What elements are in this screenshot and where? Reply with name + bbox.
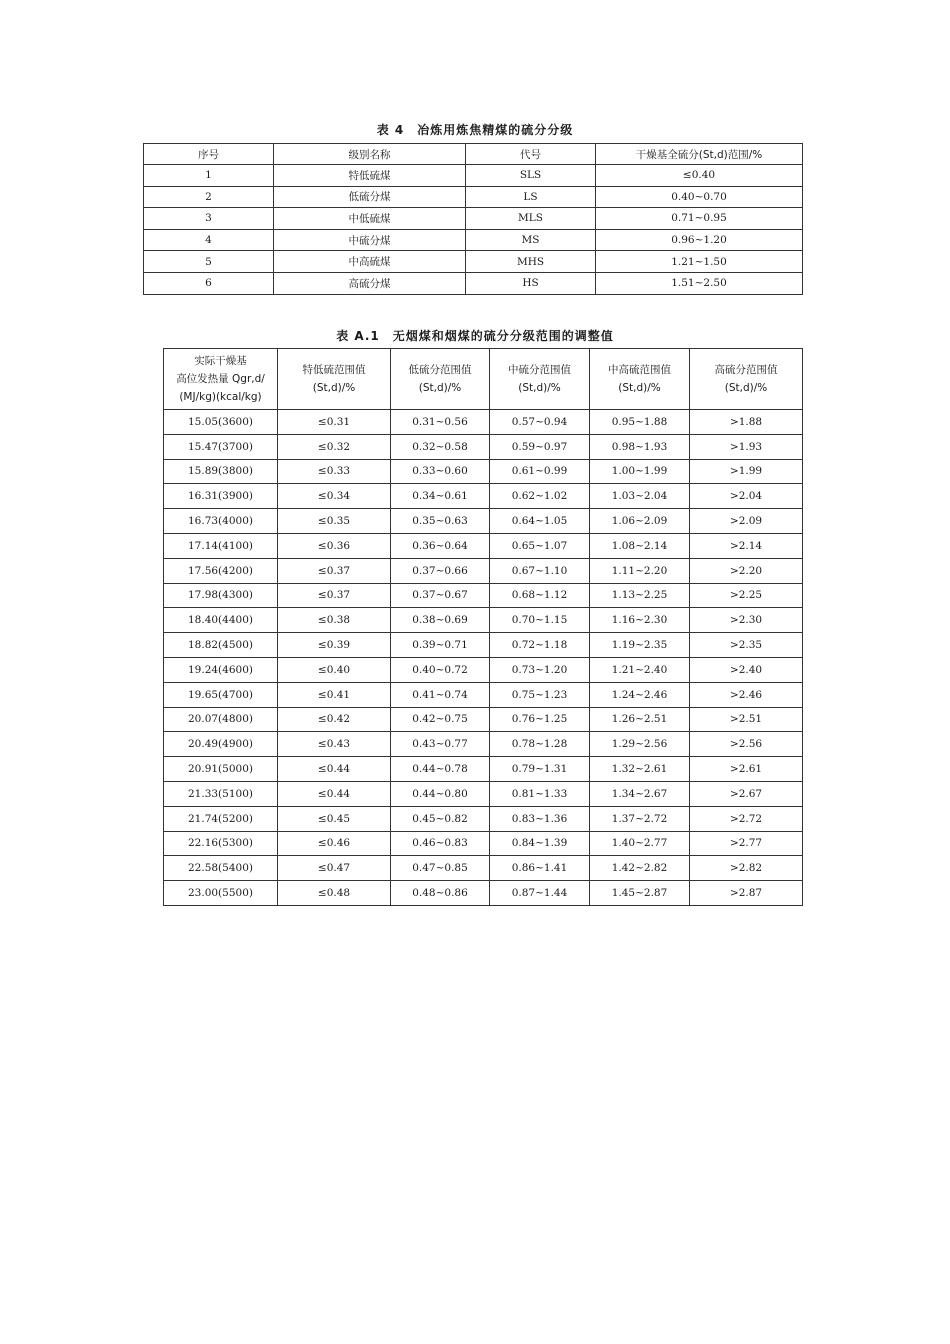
table-cell: 0.73~1.20 — [490, 657, 590, 682]
table-row — [164, 583, 803, 608]
table-cell: 0.44~0.80 — [391, 781, 490, 806]
table-cell: >2.09 — [690, 509, 803, 534]
table-cell: ≤0.37 — [278, 583, 391, 608]
table-cell: 16.73(4000) — [164, 509, 278, 534]
table-cell: 1.06~2.09 — [590, 509, 690, 534]
table-cell: ≤0.44 — [278, 781, 391, 806]
table-cell: >1.88 — [690, 410, 803, 435]
table-cell: 20.49(4900) — [164, 732, 278, 757]
table-cell: ≤0.34 — [278, 484, 391, 509]
table4-caption: 表 4 冶炼用炼焦精煤的硫分分级 — [376, 123, 574, 137]
table-cell: ≤0.36 — [278, 533, 391, 558]
table-cell: 20.91(5000) — [164, 757, 278, 782]
table-cell: 0.44~0.78 — [391, 757, 490, 782]
table-cell: 0.48~0.86 — [391, 881, 490, 906]
column-header-line: 高位发热量 Qgr,d/ — [176, 373, 265, 385]
table-cell: 19.65(4700) — [164, 682, 278, 707]
table-cell: >2.25 — [690, 583, 803, 608]
column-header: 干燥基全硫分(St,d)范围/% — [596, 144, 803, 165]
table-cell: 0.61~0.99 — [490, 459, 590, 484]
table-cell: 17.14(4100) — [164, 533, 278, 558]
table-cell: 1.08~2.14 — [590, 533, 690, 558]
table-cell: >2.35 — [690, 633, 803, 658]
table-cell: 1.24~2.46 — [590, 682, 690, 707]
table-cell: 22.16(5300) — [164, 831, 278, 856]
table-cell: 0.40~0.72 — [391, 657, 490, 682]
table-cell: 0.98~1.93 — [590, 434, 690, 459]
table-cell: 17.98(4300) — [164, 583, 278, 608]
table-cell: 0.47~0.85 — [391, 856, 490, 881]
table-cell: 1.00~1.99 — [590, 459, 690, 484]
table-row — [164, 410, 803, 435]
table-cell: 1.34~2.67 — [590, 781, 690, 806]
table-cell: 0.96~1.20 — [596, 229, 803, 251]
table-cell: 0.62~1.02 — [490, 484, 590, 509]
table-row — [144, 229, 803, 251]
table-cell: 0.64~1.05 — [490, 509, 590, 534]
table-cell: 1.26~2.51 — [590, 707, 690, 732]
column-header — [590, 349, 690, 410]
column-header-line: (St,d)/% — [618, 382, 661, 394]
table-cell: 0.59~0.97 — [490, 434, 590, 459]
table-cell: 1.32~2.61 — [590, 757, 690, 782]
table-cell: 特低硫煤 — [274, 165, 466, 187]
table-cell: 17.56(4200) — [164, 558, 278, 583]
table-cell: >2.30 — [690, 608, 803, 633]
table-cell: 1.29~2.56 — [590, 732, 690, 757]
table-row — [164, 509, 803, 534]
table-cell: >1.99 — [690, 459, 803, 484]
table-cell: 15.89(3800) — [164, 459, 278, 484]
table-cell: 23.00(5500) — [164, 881, 278, 906]
table-cell: 1.21~2.40 — [590, 657, 690, 682]
table-cell: 0.81~1.33 — [490, 781, 590, 806]
table-cell: 0.41~0.74 — [391, 682, 490, 707]
table-row — [144, 165, 803, 187]
column-header — [490, 349, 590, 410]
table-cell: 18.40(4400) — [164, 608, 278, 633]
table-cell: HS — [466, 272, 596, 294]
table-cell: ≤0.48 — [278, 881, 391, 906]
table-row — [164, 608, 803, 633]
table-cell: ≤0.40 — [278, 657, 391, 682]
table-cell: 0.83~1.36 — [490, 806, 590, 831]
column-header-line: 高硫分范围值 — [714, 364, 778, 376]
column-header: 序号 — [144, 144, 274, 165]
table-cell: ≤0.37 — [278, 558, 391, 583]
table-cell: 0.33~0.60 — [391, 459, 490, 484]
table-cell: ≤0.40 — [596, 165, 803, 187]
table-row — [164, 757, 803, 782]
column-header-line: 中高硫范围值 — [608, 364, 671, 376]
table-cell: ≤0.31 — [278, 410, 391, 435]
table-cell: 1 — [144, 165, 274, 187]
column-header-line: 特低硫范围值 — [302, 364, 366, 376]
column-header — [690, 349, 803, 410]
table-row — [164, 806, 803, 831]
column-header — [391, 349, 490, 410]
table-cell: ≤0.44 — [278, 757, 391, 782]
table-cell: 0.32~0.58 — [391, 434, 490, 459]
table-cell: 15.05(3600) — [164, 410, 278, 435]
table-cell: 0.72~1.18 — [490, 633, 590, 658]
table-cell: 0.35~0.63 — [391, 509, 490, 534]
table-cell: ≤0.47 — [278, 856, 391, 881]
table-cell: 0.57~0.94 — [490, 410, 590, 435]
table4-sulfur-grades — [143, 143, 803, 295]
table-cell: 0.95~1.88 — [590, 410, 690, 435]
table-cell: >1.93 — [690, 434, 803, 459]
table-cell: 0.65~1.07 — [490, 533, 590, 558]
table-cell: 6 — [144, 272, 274, 294]
tableA1-sulfur-adjustments — [163, 348, 803, 906]
table-cell: 0.75~1.23 — [490, 682, 590, 707]
table-cell: 0.46~0.83 — [391, 831, 490, 856]
table-cell: 20.07(4800) — [164, 707, 278, 732]
table-cell: 0.86~1.41 — [490, 856, 590, 881]
table-row — [164, 682, 803, 707]
table-row — [144, 186, 803, 208]
column-header: 代号 — [466, 144, 596, 165]
table-cell: ≤0.32 — [278, 434, 391, 459]
table-row — [164, 657, 803, 682]
table-cell: >2.20 — [690, 558, 803, 583]
table-cell: >2.72 — [690, 806, 803, 831]
table-cell: 1.21~1.50 — [596, 251, 803, 273]
table-row — [164, 484, 803, 509]
table-row — [164, 533, 803, 558]
table-cell: 0.36~0.64 — [391, 533, 490, 558]
table-cell: 0.39~0.71 — [391, 633, 490, 658]
table-row — [164, 781, 803, 806]
column-header-line: (St,d)/% — [418, 382, 462, 394]
table-cell: >2.46 — [690, 682, 803, 707]
table-cell: 低硫分煤 — [274, 186, 466, 208]
table-cell: 0.76~1.25 — [490, 707, 590, 732]
table-cell: >2.77 — [690, 831, 803, 856]
table-cell: MLS — [466, 208, 596, 230]
table-cell: >2.67 — [690, 781, 803, 806]
column-header-line: 低硫分范围值 — [408, 364, 472, 376]
table-cell: 21.74(5200) — [164, 806, 278, 831]
column-header: 级别名称 — [274, 144, 466, 165]
table-cell: 0.71~0.95 — [596, 208, 803, 230]
table-row — [164, 459, 803, 484]
table-cell: 16.31(3900) — [164, 484, 278, 509]
table-header-row — [164, 349, 803, 410]
table-cell: >2.51 — [690, 707, 803, 732]
table-cell: 0.42~0.75 — [391, 707, 490, 732]
table-cell: 0.87~1.44 — [490, 881, 590, 906]
column-header-line: 中硫分范围值 — [508, 364, 571, 376]
table-cell: >2.04 — [690, 484, 803, 509]
table-cell: 1.37~2.72 — [590, 806, 690, 831]
table-cell: 0.40~0.70 — [596, 186, 803, 208]
table-cell: 0.38~0.69 — [391, 608, 490, 633]
table-row — [164, 732, 803, 757]
table-cell: 0.31~0.56 — [391, 410, 490, 435]
table-cell: 0.45~0.82 — [391, 806, 490, 831]
table-cell: 19.24(4600) — [164, 657, 278, 682]
table-cell: 3 — [144, 208, 274, 230]
table-cell: 21.33(5100) — [164, 781, 278, 806]
table-cell: 1.13~2.25 — [590, 583, 690, 608]
table-cell: ≤0.35 — [278, 509, 391, 534]
table-cell: 中硫分煤 — [274, 229, 466, 251]
table-row — [144, 272, 803, 294]
table-cell: 1.51~2.50 — [596, 272, 803, 294]
table-cell: MHS — [466, 251, 596, 273]
table-cell: 1.19~2.35 — [590, 633, 690, 658]
table-row — [164, 434, 803, 459]
table-cell: 0.68~1.12 — [490, 583, 590, 608]
table-cell: 1.11~2.20 — [590, 558, 690, 583]
table-row — [144, 208, 803, 230]
table-cell: 中低硫煤 — [274, 208, 466, 230]
table-cell: 1.03~2.04 — [590, 484, 690, 509]
table-cell: 15.47(3700) — [164, 434, 278, 459]
table-cell: 1.42~2.82 — [590, 856, 690, 881]
table-row — [164, 633, 803, 658]
column-header-line: 实际干燥基 — [194, 355, 247, 367]
table-cell: ≤0.33 — [278, 459, 391, 484]
table-row — [164, 881, 803, 906]
table-cell: >2.82 — [690, 856, 803, 881]
table-row — [164, 707, 803, 732]
column-header — [164, 349, 278, 410]
table-cell: 0.70~1.15 — [490, 608, 590, 633]
table-cell: MS — [466, 229, 596, 251]
table-cell: 1.40~2.77 — [590, 831, 690, 856]
table-cell: ≤0.46 — [278, 831, 391, 856]
table-cell: 1.16~2.30 — [590, 608, 690, 633]
table-cell: ≤0.41 — [278, 682, 391, 707]
table-row — [164, 856, 803, 881]
table-cell: 18.82(4500) — [164, 633, 278, 658]
table-cell: >2.61 — [690, 757, 803, 782]
table-cell: ≤0.38 — [278, 608, 391, 633]
column-header-line: (St,d)/% — [312, 382, 356, 394]
table-cell: 0.37~0.66 — [391, 558, 490, 583]
table-cell: LS — [466, 186, 596, 208]
table-row — [144, 251, 803, 273]
table-cell: 2 — [144, 186, 274, 208]
column-header — [278, 349, 391, 410]
table-cell: SLS — [466, 165, 596, 187]
table-row — [164, 831, 803, 856]
table-cell: 高硫分煤 — [274, 272, 466, 294]
table-cell: 0.79~1.31 — [490, 757, 590, 782]
column-header-line: (St,d)/% — [724, 382, 768, 394]
table-cell: >2.40 — [690, 657, 803, 682]
table-cell: 1.45~2.87 — [590, 881, 690, 906]
table-cell: 22.58(5400) — [164, 856, 278, 881]
table-cell: 5 — [144, 251, 274, 273]
table-cell: 0.37~0.67 — [391, 583, 490, 608]
column-header-line: (St,d)/% — [518, 382, 561, 394]
table-cell: 0.67~1.10 — [490, 558, 590, 583]
table-cell: >2.14 — [690, 533, 803, 558]
table-cell: 0.84~1.39 — [490, 831, 590, 856]
table-cell: ≤0.39 — [278, 633, 391, 658]
table-cell: 0.78~1.28 — [490, 732, 590, 757]
table-row — [164, 558, 803, 583]
table-cell: ≤0.42 — [278, 707, 391, 732]
table-cell: >2.56 — [690, 732, 803, 757]
table-cell: >2.87 — [690, 881, 803, 906]
table-header-row — [144, 144, 803, 165]
table-cell: ≤0.45 — [278, 806, 391, 831]
table-cell: 0.43~0.77 — [391, 732, 490, 757]
tableA1-caption: 表 A.1 无烟煤和烟煤的硫分分级范围的调整值 — [336, 329, 614, 343]
table-cell: ≤0.43 — [278, 732, 391, 757]
column-header-line: (MJ/kg)(kcal/kg) — [179, 391, 262, 403]
table-cell: 中高硫煤 — [274, 251, 466, 273]
table-cell: 0.34~0.61 — [391, 484, 490, 509]
table-cell: 4 — [144, 229, 274, 251]
